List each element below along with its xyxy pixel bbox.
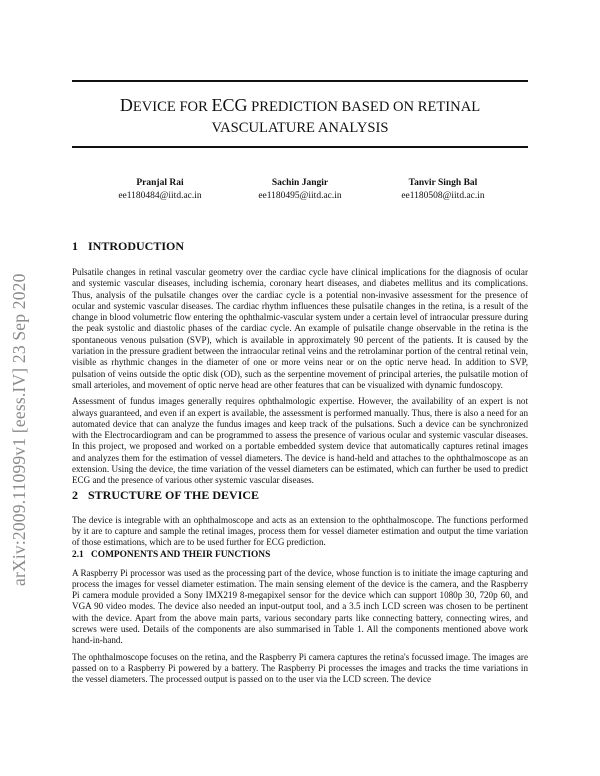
author-email: ee1180508@iitd.ac.in <box>401 191 485 201</box>
section-heading-introduction <box>72 238 528 254</box>
title-initial-cap: D <box>119 95 133 115</box>
title-part: PREDICTION BASED ON RETINAL <box>247 99 481 115</box>
section-number: 1 <box>72 239 78 253</box>
subsection-number: 2.1 <box>72 549 84 560</box>
section-title: INTRODUCTION <box>88 239 185 253</box>
structure-paragraph: The device is integrable with an ophthalmoscope and acts as an extension to the ophthalmoscope. The functions performed by it are to capture and sample the retinal images, process them for vessel diameter estimation and output the time variation of those estimations, which are to be used further for ECG prediction. <box>72 514 528 548</box>
subsection-title: COMPONENTS AND THEIR FUNCTIONS <box>91 549 271 560</box>
paper-body <box>72 238 528 686</box>
section-number: 2 <box>72 487 78 502</box>
section-heading-structure <box>72 487 528 503</box>
title-line-2: VASCULATURE ANALYSIS <box>211 120 389 136</box>
intro-paragraph-1: Pulsatile changes in retinal vascular geometry over the cardiac cycle have clinical implications for the diagnosis of ocular and systemic vascular diseases, including ischemia, coronary heart diseases, and diabetes mellitus and its complications. Thus, analysis of the pulsatile changes over the cardiac cycle is a potential non-invasive assessment for the presence of ocular and systemic vascular diseases. The cardiac rhythm influences these pulsatile changes in the retina, is a result of the change in blood volumetric flow entering the ophthalmic-vascular system under a certain level of intraocular pressure during the peak systolic and diastolic phases of the cardiac cycle. An example of pulsatile change observable in the retina is the spontaneous venous pulsation (SVP), which is available in approximately 90 percent of the patients. It is caused by the variation in the pressure gradient between the intraocular retinal veins and the retrolaminar portion of the central retinal vein, visible as rhythmic changes in the diameter of one or more veins near or on the optic nerve head. In addition to SVP, pulsation of veins outside the optic disk (OD), such as the serpentine movement of principal arteries, the pulsatile motion of small arterioles, and movement of optic nerve head are other features that can be visualized with dynamic fundoscopy. <box>72 267 528 390</box>
author-name: Tanvir Singh Bal <box>408 178 478 188</box>
arxiv-identifier: arXiv:2009.11099v1 [eess.IV] 23 Sep 2020 <box>9 273 29 586</box>
author-email: ee1180495@iitd.ac.in <box>258 191 342 201</box>
paper-title <box>72 95 528 139</box>
title-ecg-cap: ECG <box>211 95 248 115</box>
title-part: EVICE FOR <box>132 99 212 115</box>
title-rule-top <box>72 80 528 82</box>
subsection-heading-components <box>72 549 528 562</box>
author-name: Pranjal Rai <box>136 178 184 188</box>
author-name: Sachin Jangir <box>271 178 329 188</box>
section-title: STRUCTURE OF THE DEVICE <box>88 487 260 502</box>
author-block <box>240 177 360 203</box>
components-paragraph-2: The ophthalmoscope focuses on the retina, and the Raspberry Pi camera captures the retina's focussed image. The images are passed on to a Raspberry Pi powered by a battery. The Raspberry Pi processes the images and tracks the time variations in the vessel diameters. The processed output is passed on to the user via the LCD screen. The device <box>72 651 528 685</box>
author-block <box>378 177 508 203</box>
intro-paragraph-2: Assessment of fundus images generally requires ophthalmologic expertise. However, the availability of an expert is not always guaranteed, and even if an expert is available, the assessment is performed manually. Thus, there is also a need for an automated device that can analyze the fundus images and keep track of the pulsations. Such a device can be synchronized with the Electrocardiogram and can be programmed to assess the presence of various ocular and systemic vascular diseases. In this project, we proposed and worked on a portable embedded system device that automatically captures retinal images and analyzes them for the estimation of vessel diameters. The device is hand-held and attaches to the ophthalmoscope as an extension. Using the device, the time variation of the vessel diameters can be estimated, which can further be used to predict ECG and the presence of various other systemic vascular diseases. <box>72 396 528 486</box>
author-email: ee1180484@iitd.ac.in <box>118 191 202 201</box>
author-list <box>72 177 528 207</box>
author-block <box>100 177 220 203</box>
title-rule-bottom <box>72 146 528 148</box>
components-paragraph-1: A Raspberry Pi processor was used as the processing part of the device, whose function is to initiate the image capturing and process the images for vessel diameter estimation. The main sensing element of the device is the camera, and the Raspberry Pi camera module provided a Sony IMX219 8-megapixel sensor for the device which can support 1080p 30, 720p 60, and VGA 90 video modes. The device also needed an input-output tool, and a 3.5 inch LCD screen was chosen to be pertinent with the device. Apart from the above main parts, various secondary parts like connecting battery, connecting wires, and screws were used. Details of the components are also summarised in Table 1. All the components mentioned above work hand-in-hand. <box>72 567 528 646</box>
